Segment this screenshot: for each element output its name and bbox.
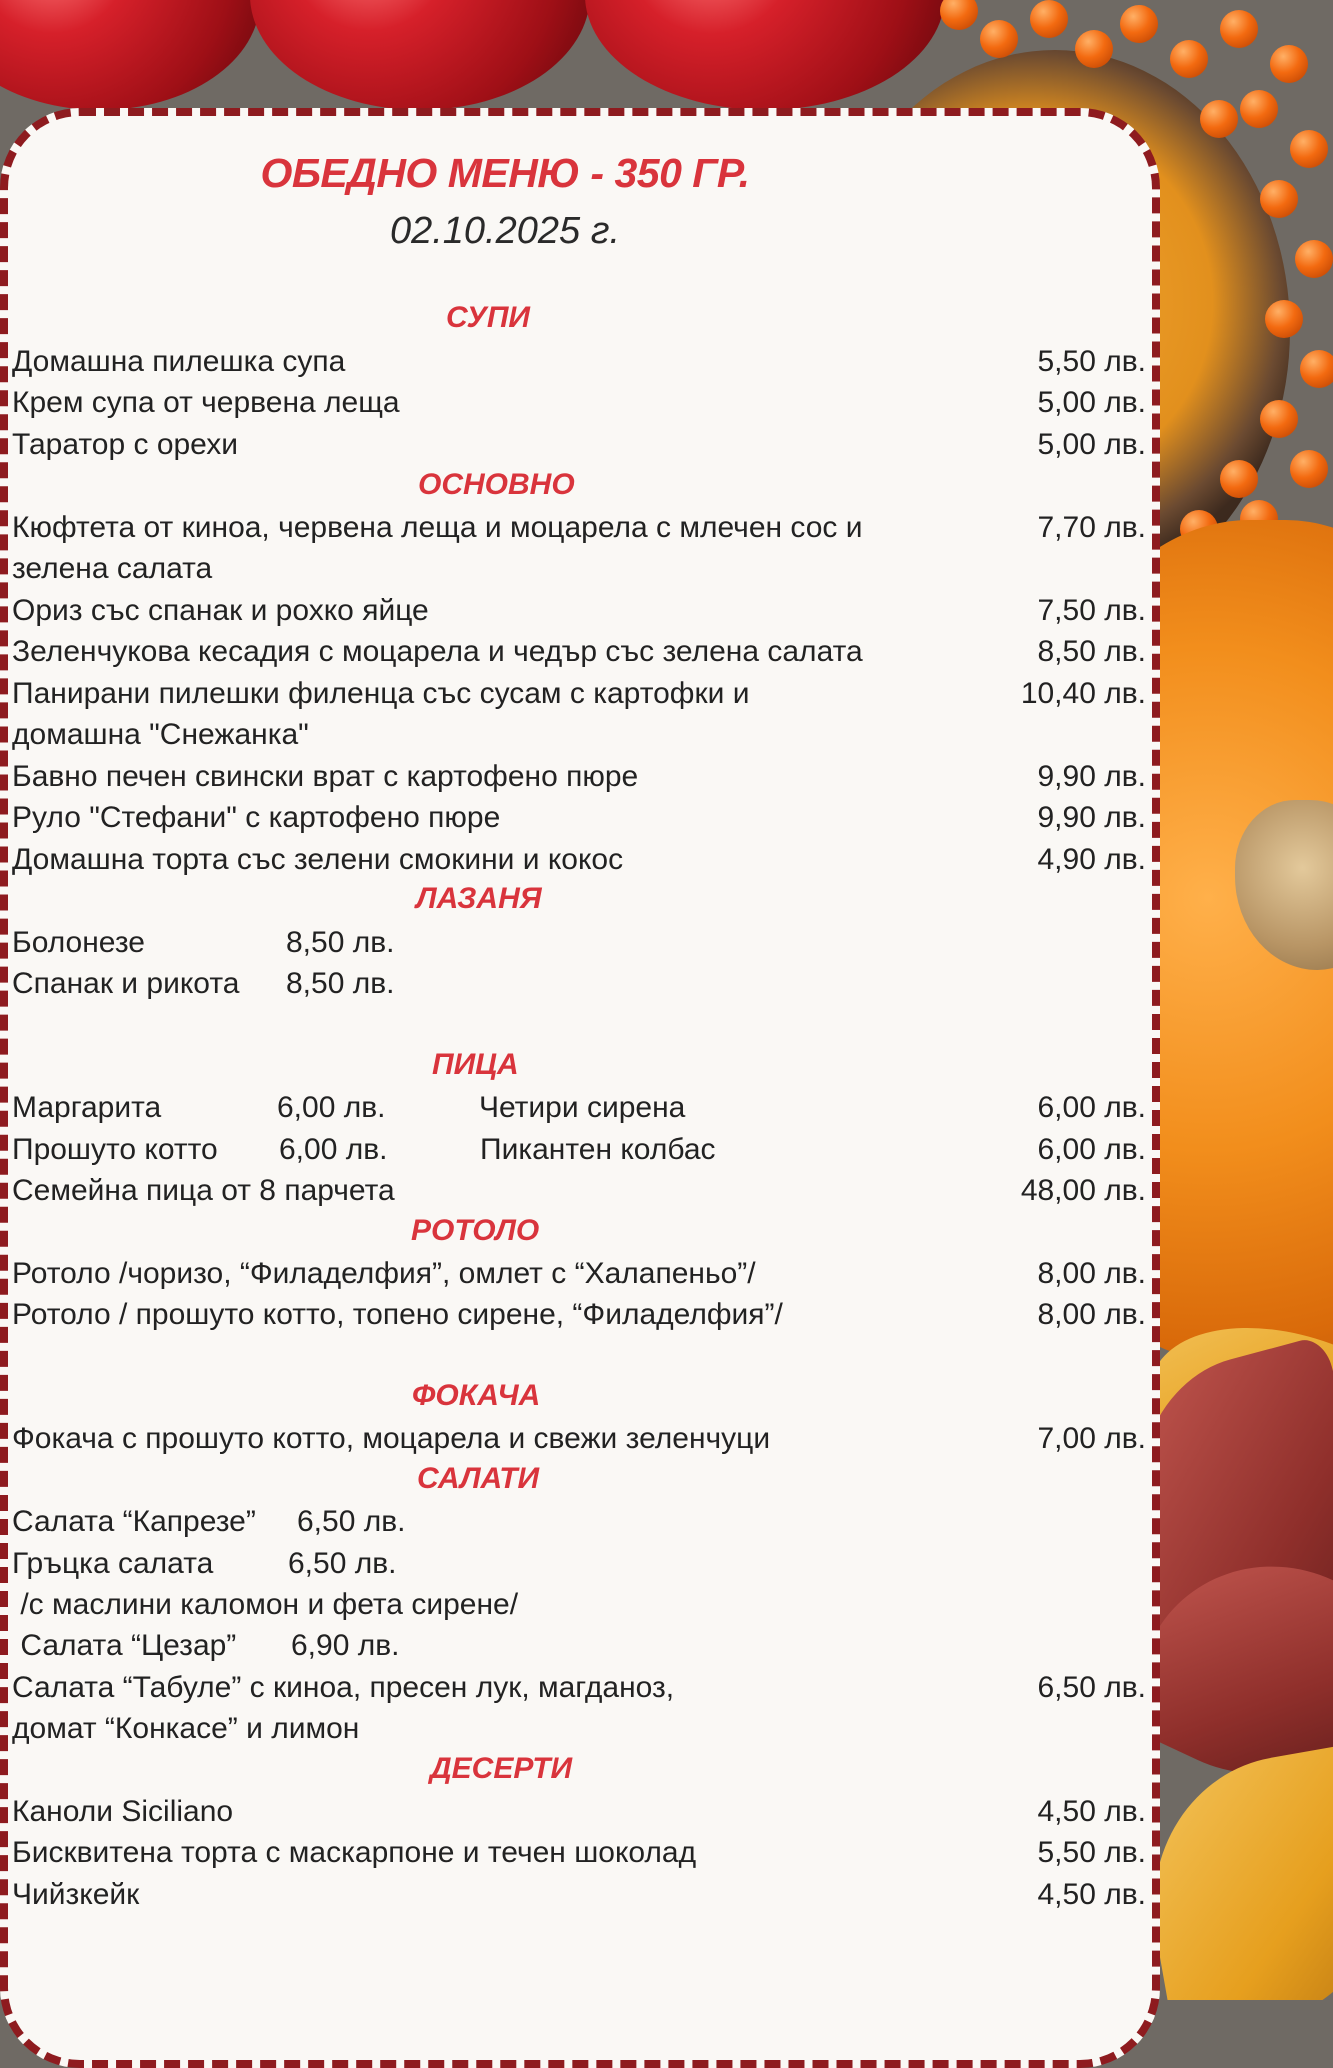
section-heading-lasagna: ЛАЗАНЯ xyxy=(416,882,542,915)
menu-item-name-continued: домат “Конкасе” и лимон xyxy=(12,1712,360,1745)
menu-item-name: Салата “Цезар” xyxy=(12,1629,237,1662)
menu-item-price: 9,90 лв. xyxy=(1037,760,1146,793)
apple-decoration xyxy=(585,0,945,110)
apple-decoration xyxy=(250,0,590,110)
menu-item-price: 8,50 лв. xyxy=(286,926,395,959)
menu-item-name-continued: домашна "Снежанка" xyxy=(12,718,309,751)
menu-item-price: 5,00 лв. xyxy=(1037,428,1146,461)
menu-item-price: 6,90 лв. xyxy=(291,1629,400,1662)
menu-item-name: Домашна торта със зелени смокини и кокос xyxy=(12,843,624,876)
menu-item-price: 5,50 лв. xyxy=(1037,1836,1146,1869)
menu-item-name: Ротоло /чоризо, “Филаделфия”, омлет с “Халапеньо”/ xyxy=(12,1257,756,1290)
menu-item-price: 5,50 лв. xyxy=(1037,345,1146,378)
menu-item-price: 6,00 лв. xyxy=(277,1091,386,1124)
menu-item-name: Бавно печен свински врат с картофено пюре xyxy=(12,760,639,793)
menu-item-price: 4,50 лв. xyxy=(1037,1795,1146,1828)
menu-item-name: Чийзкейк xyxy=(12,1878,140,1911)
menu-item-price: 8,00 лв. xyxy=(1037,1298,1146,1331)
menu-item-name: Маргарита xyxy=(12,1091,162,1124)
menu-item-name: Семейна пица от 8 парчета xyxy=(12,1174,395,1207)
section-heading-main: ОСНОВНО xyxy=(418,468,575,501)
menu-item-name: Ориз със спанак и рохко яйце xyxy=(12,594,429,627)
menu-item-name: Болонезе xyxy=(12,926,145,959)
menu-item-price: 7,50 лв. xyxy=(1037,594,1146,627)
menu-item-name: Бисквитена торта с маскарпоне и течен шоколад xyxy=(12,1836,697,1869)
menu-item-price: 6,00 лв. xyxy=(279,1133,388,1166)
menu-item-price: 8,00 лв. xyxy=(1037,1257,1146,1290)
menu-item-price: 7,70 лв. xyxy=(1037,511,1146,544)
menu-item-price: 6,50 лв. xyxy=(1037,1671,1146,1704)
menu-item-price: 4,50 лв. xyxy=(1037,1878,1146,1911)
menu-item-price: 8,50 лв. xyxy=(1037,635,1146,668)
menu-item-name: Каноли Siciliano xyxy=(12,1795,234,1828)
section-heading-soups: СУПИ xyxy=(446,301,530,334)
menu-item-price: 7,00 лв. xyxy=(1037,1422,1146,1455)
menu-item-name: Домашна пилешка супа xyxy=(12,345,346,378)
menu-item-name: Фокача с прошуто котто, моцарела и свежи зеленчуци xyxy=(12,1422,771,1455)
menu-item-name: Панирани пилешки филенца със сусам с картофки и xyxy=(12,677,750,710)
menu-item-name: Салата “Табуле” с киноа, пресен лук, магданоз, xyxy=(12,1671,675,1704)
section-heading-focaccia: ФОКАЧА xyxy=(412,1379,541,1412)
menu-title: ОБЕДНО МЕНЮ - 350 ГР. xyxy=(260,150,750,196)
menu-item-price: 6,50 лв. xyxy=(297,1505,406,1538)
menu-item-price: 5,00 лв. xyxy=(1037,386,1146,419)
menu-item-name: Кюфтета от киноа, червена леща и моцарела с млечен сос и xyxy=(12,511,863,544)
menu-item-name: Спанак и рикота xyxy=(12,967,240,1000)
menu-item-note: /с маслини каломон и фета сирене/ xyxy=(12,1588,519,1621)
menu-item-name: Руло "Стефани" с картофено пюре xyxy=(12,801,501,834)
menu-item-name: Четири сирена xyxy=(479,1091,686,1124)
menu-item-name: Салата “Капрезе” xyxy=(12,1505,256,1538)
section-heading-pizza: ПИЦА xyxy=(432,1048,519,1081)
menu-item-price: 9,90 лв. xyxy=(1037,801,1146,834)
menu-item-name: Крем супа от червена леща xyxy=(12,386,400,419)
menu-item-price: 6,50 лв. xyxy=(288,1547,397,1580)
section-heading-rotolo: РОТОЛО xyxy=(411,1214,540,1247)
menu-item-name: Гръцка салата xyxy=(12,1547,214,1580)
menu-item-price: 6,00 лв. xyxy=(1037,1091,1146,1124)
menu-item-price: 4,90 лв. xyxy=(1037,843,1146,876)
menu-item-price: 48,00 лв. xyxy=(1020,1174,1146,1207)
menu-item-name: Прошуто котто xyxy=(12,1133,218,1166)
menu-item-name: Пикантен колбас xyxy=(480,1133,716,1166)
section-heading-salads: САЛАТИ xyxy=(417,1462,540,1495)
menu-item-price: 8,50 лв. xyxy=(286,967,395,1000)
menu-item-name: Таратор с орехи xyxy=(12,428,238,461)
menu-date: 02.10.2025 г. xyxy=(389,210,621,252)
menu-item-name: Ротоло / прошуто котто, топено сирене, “Филаделфия”/ xyxy=(12,1298,783,1331)
menu-item-price: 10,40 лв. xyxy=(1020,677,1146,710)
menu-item-name: Зеленчукова кесадия с моцарела и чедър със зелена салата xyxy=(12,635,863,668)
section-heading-desserts: ДЕСЕРТИ xyxy=(430,1752,573,1785)
apple-decoration xyxy=(0,0,260,110)
menu-item-price: 6,00 лв. xyxy=(1037,1133,1146,1166)
menu-item-name-continued: зелена салата xyxy=(12,552,213,585)
